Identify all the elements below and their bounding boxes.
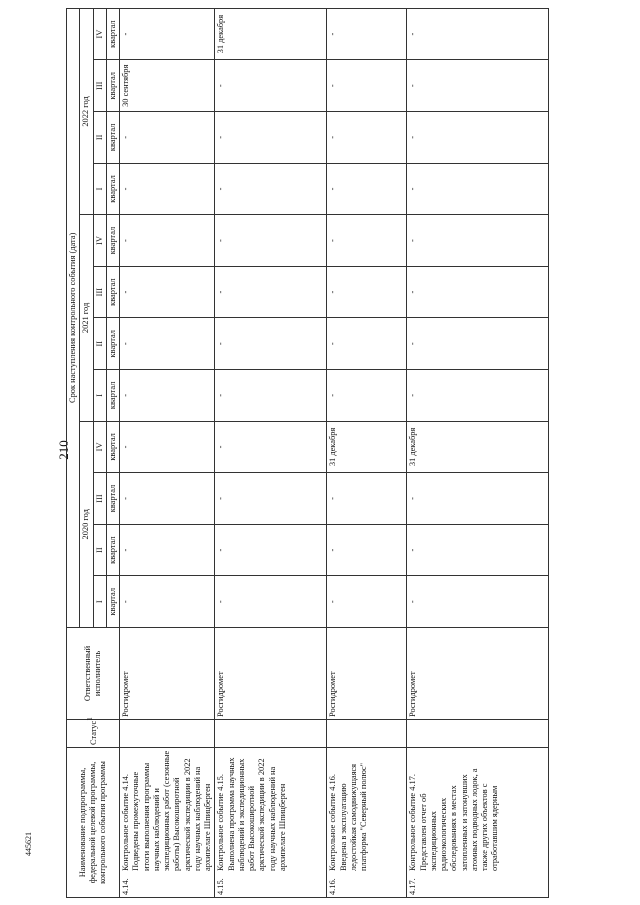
- quarter-date-cell: -: [407, 215, 549, 267]
- quarter-date-cell: -: [327, 215, 407, 267]
- event-name-cell: [215, 748, 327, 898]
- quarter-date-cell: -: [120, 112, 215, 164]
- quarter-word: квартал: [106, 60, 119, 112]
- quarter-date-cell: -: [120, 576, 215, 628]
- quarter-date-cell: 31 декабря: [215, 8, 327, 60]
- event-number: 4.15.: [216, 878, 226, 895]
- quarter-date-cell: -: [120, 370, 215, 422]
- quarter-date-cell: -: [327, 60, 407, 112]
- event-name-cell: [407, 748, 549, 898]
- executor-cell: Росгидромет: [407, 628, 549, 720]
- quarter-date-cell: -: [327, 370, 407, 422]
- quarter-word: квартал: [106, 576, 119, 628]
- table-row: [120, 8, 215, 897]
- quarter-date-cell: 30 сентября: [120, 60, 215, 112]
- header-year-2020: 2020 год: [80, 421, 93, 627]
- header-executor: Ответственный исполнитель: [67, 628, 120, 720]
- header-status: Статус$^1$: [67, 720, 120, 748]
- page-number: 210: [56, 440, 71, 460]
- executor-cell: Росгидромет: [215, 628, 327, 720]
- quarter-date-cell: 31 декабря: [327, 421, 407, 473]
- table-row: [407, 8, 549, 897]
- quarter-date-cell: -: [120, 318, 215, 370]
- quarter-date-cell: -: [407, 576, 549, 628]
- header-year-2021: 2021 год: [80, 215, 93, 421]
- quarter-date-cell: -: [215, 215, 327, 267]
- quarter-numeral: I: [93, 370, 106, 422]
- table-row: [215, 8, 327, 897]
- quarter-date-cell: -: [327, 112, 407, 164]
- event-number: 4.17.: [408, 878, 418, 895]
- quarter-numeral: III: [93, 473, 106, 525]
- quarter-date-cell: -: [120, 215, 215, 267]
- quarter-numeral: II: [93, 318, 106, 370]
- quarter-date-cell: -: [407, 524, 549, 576]
- quarter-date-cell: -: [407, 266, 549, 318]
- quarter-date-cell: -: [407, 163, 549, 215]
- quarter-word: квартал: [106, 163, 119, 215]
- header-name: Наименование подпрограммы, федеральной целевой программы, контрольного события программы: [67, 748, 120, 898]
- quarter-date-cell: -: [327, 163, 407, 215]
- quarter-word: квартал: [106, 215, 119, 267]
- quarter-date-cell: -: [215, 421, 327, 473]
- quarter-date-cell: -: [407, 318, 549, 370]
- quarter-numeral: IV: [93, 8, 106, 60]
- quarter-word: квартал: [106, 421, 119, 473]
- executor-cell: Росгидромет: [120, 628, 215, 720]
- quarter-date-cell: -: [120, 8, 215, 60]
- quarter-date-cell: -: [120, 524, 215, 576]
- quarter-date-cell: -: [215, 370, 327, 422]
- control-events-table: [66, 8, 549, 898]
- table-row: [327, 8, 407, 897]
- footer-code: 445621: [24, 832, 33, 856]
- quarter-date-cell: -: [215, 473, 327, 525]
- quarter-word: квартал: [106, 524, 119, 576]
- event-name-cell: [120, 748, 215, 898]
- quarter-word: квартал: [106, 370, 119, 422]
- status-cell: [407, 720, 549, 748]
- quarter-numeral: I: [93, 576, 106, 628]
- quarter-date-cell: -: [215, 576, 327, 628]
- event-number: 4.14.: [121, 878, 130, 895]
- quarter-date-cell: -: [327, 318, 407, 370]
- quarter-date-cell: -: [407, 112, 549, 164]
- quarter-date-cell: -: [407, 8, 549, 60]
- quarter-word: квартал: [106, 8, 119, 60]
- quarter-date-cell: -: [120, 421, 215, 473]
- event-name: Контрольное событие 4.17. Представлен отчет об экспедиционных радиоэкологических обследованиях в местах затопленных и затонувших атомных подводных лодок, а также других объектов с отработавшим ядерным: [408, 768, 500, 871]
- quarter-date-cell: -: [215, 112, 327, 164]
- status-cell: [120, 720, 215, 748]
- quarter-word: квартал: [106, 112, 119, 164]
- quarter-date-cell: -: [215, 318, 327, 370]
- quarter-date-cell: -: [407, 60, 549, 112]
- quarter-date-cell: -: [327, 473, 407, 525]
- quarter-date-cell: -: [215, 266, 327, 318]
- quarter-numeral: III: [93, 60, 106, 112]
- quarter-date-cell: -: [327, 266, 407, 318]
- quarter-date-cell: -: [327, 576, 407, 628]
- header-year-2022: 2022 год: [80, 8, 93, 215]
- quarter-numeral: II: [93, 112, 106, 164]
- executor-cell: Росгидромет: [327, 628, 407, 720]
- quarter-date-cell: -: [215, 524, 327, 576]
- event-name-cell: [327, 748, 407, 898]
- quarter-date-cell: -: [120, 473, 215, 525]
- table-body: [120, 8, 549, 897]
- quarter-numeral: IV: [93, 215, 106, 267]
- event-number: 4.16.: [328, 878, 338, 895]
- quarter-date-cell: 31 декабря: [407, 421, 549, 473]
- quarter-date-cell: -: [120, 266, 215, 318]
- quarter-date-cell: -: [327, 524, 407, 576]
- header-deadline: Срок наступления контрольного события (дата): [67, 8, 80, 627]
- quarter-word: квартал: [106, 473, 119, 525]
- event-name: Контрольное событие 4.14. Подведены промежуточные итоги выполнения программы научных наблюдений и экспедиционных работ (сезонные работы) Высокоширотной арктической экспедиции в 2022 году научных наблюдений на архипелаге Шпицберген: [121, 750, 212, 871]
- quarter-numeral: II: [93, 524, 106, 576]
- quarter-date-cell: -: [407, 370, 549, 422]
- quarter-numeral: IV: [93, 421, 106, 473]
- status-cell: [327, 720, 407, 748]
- quarter-date-cell: -: [407, 473, 549, 525]
- event-name: Контрольное событие 4.15. Выполнена программа научных наблюдений и экспедиционных работ Высокоширотной арктической экспедиции в 2022 году научных наблюдений на архипелаге Шпицберген: [216, 757, 287, 871]
- quarter-word: квартал: [106, 266, 119, 318]
- quarter-date-cell: -: [215, 163, 327, 215]
- quarter-word: квартал: [106, 318, 119, 370]
- quarter-numeral: I: [93, 163, 106, 215]
- event-name: Контрольное событие 4.16. Введена в эксплуатацию ледостойкая самодвижущаяся платформа "Северный полюс": [328, 763, 368, 871]
- quarter-date-cell: -: [215, 60, 327, 112]
- quarter-date-cell: -: [120, 163, 215, 215]
- rotated-page-content: [66, 8, 626, 898]
- status-cell: [215, 720, 327, 748]
- quarter-date-cell: -: [327, 8, 407, 60]
- quarter-numeral: III: [93, 266, 106, 318]
